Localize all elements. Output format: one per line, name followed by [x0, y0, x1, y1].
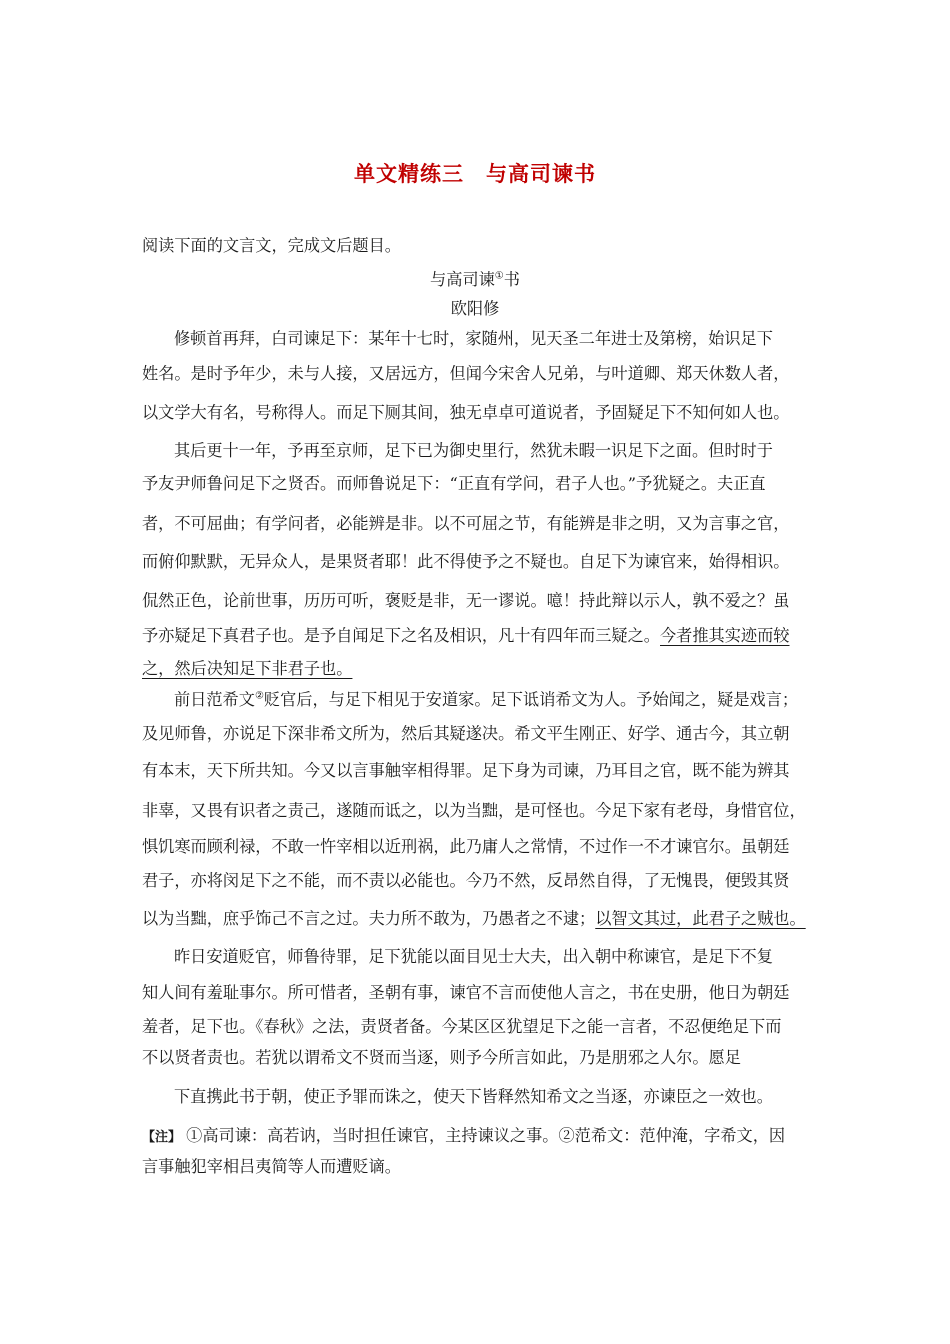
paragraph-line: 昨日安道贬官，师鲁待罪，足下犹能以面目见士大夫，出入朝中称谏官，是足下不复	[174, 947, 773, 966]
underlined-sentence: 今者推其实迹而较	[660, 626, 790, 645]
paragraph-text: 贬官后，与足下相见于安道家。足下诋诮希文为人。予始闻之，疑是戏言；	[263, 690, 799, 709]
paragraph-line	[174, 686, 824, 710]
text-title	[0, 266, 950, 290]
paragraph-text: 以为当黜，庶乎饰己不言之过。夫力所不敢为，乃愚者之不逮；	[142, 909, 596, 928]
paragraph-line: 而俯仰默默，无异众人，是果贤者耶！此不得使予之不疑也。自足下为谏官来，始得相识。	[142, 552, 790, 571]
footnote	[142, 1122, 822, 1146]
paragraph-line	[142, 655, 822, 679]
paragraph-text: 前日范希文	[174, 690, 255, 709]
note-text: ①高司谏：高若讷，当时担任谏官，主持谏议之事。②范希文：范仲淹，字希文，因	[186, 1126, 786, 1145]
paragraph-line: 知人间有羞耻事尔。所可惜者，圣朝有事，谏官不言而使他人言之，书在史册，他日为朝廷	[142, 983, 790, 1002]
paragraph-line	[142, 622, 822, 646]
paragraph-line: 君子，亦将闵足下之不能，而不责以必能也。今乃不然，反昂然自得，了无愧畏，便毁其贤	[142, 871, 790, 890]
paragraph-line: 以文学大有名，号称得人。而足下厕其间，独无卓卓可道说者，予固疑足下不知何如人也。	[142, 403, 790, 422]
paragraph-line: 予友尹师鲁问足下之贤否。而师鲁说足下：“正直有学问，君子人也。”予犹疑之。夫正直	[142, 474, 766, 493]
paragraph-line: 修顿首再拜，白司谏足下：某年十七时，家随州，见天圣二年进士及第榜，始识足下	[174, 329, 773, 348]
paragraph-line: 侃然正色，论前世事，历历可听，褒贬是非，无一谬说。噫！持此辩以示人，孰不爱之？虽	[142, 591, 790, 610]
underlined-sentence: 之，然后决知足下非君子也。	[142, 659, 353, 678]
paragraph-line: 不以贤者责也。若犹以谓希文不贤而当逐，则予今所言如此，乃是朋邪之人尔。愿足	[142, 1048, 741, 1067]
paragraph-line: 及见师鲁，亦说足下深非希文所为，然后其疑遂决。希文平生刚正、好学、通古今，其立朝	[142, 724, 790, 743]
instruction-text: 阅读下面的文言文，完成文后题目。	[142, 236, 401, 255]
paragraph-line: 者，不可屈曲；有学问者，必能辨是非。以不可屈之节，有能辨是非之明，又为言事之官，	[142, 514, 790, 533]
paragraph-line: 羞者，足下也。《春秋》之法，责贤者备。今某区区犹望足下之能一言者，不忍便绝足下而	[142, 1017, 782, 1036]
text-title-end: 书	[503, 270, 520, 289]
paragraph-line: 姓名。是时予年少，未与人接，又居远方，但闻今宋舍人兄弟，与叶道卿、郑天休数人者，	[142, 364, 790, 383]
underlined-sentence: 以智文其过，此君子之贼也。	[595, 909, 806, 928]
author-name: 欧阳修	[450, 299, 500, 318]
paragraph-line	[142, 905, 822, 929]
footnote-line: 言事触犯宰相吕夷简等人而遭贬谪。	[142, 1157, 401, 1176]
paragraph-text: 予亦疑足下真君子也。是予自闻足下之名及相识，凡十有四年而三疑之。	[142, 626, 660, 645]
text-title-main: 与高司谏	[430, 270, 495, 289]
page-title: 单文精练三 与高司谏书	[354, 162, 596, 186]
footnote-marker-2: ②	[254, 690, 264, 702]
paragraph-line: 有本末，天下所共知。今又以言事触宰相得罪。足下身为司谏，乃耳目之官，既不能为辨其	[142, 761, 790, 780]
paragraph-line: 下直携此书于朝，使正予罪而诛之，使天下皆释然知希文之当逐，亦谏臣之一效也。	[174, 1087, 773, 1106]
paragraph-line: 惧饥寒而顾利禄，不敢一忤宰相以近刑祸，此乃庸人之常情，不过作一不才谏官尔。虽朝廷	[142, 837, 790, 856]
paragraph-line: 非辜，又畏有识者之责己，遂随而诋之，以为当黜，是可怪也。今足下家有老母，身惜官位，	[142, 801, 806, 820]
footnote-marker-1: ①	[494, 270, 504, 282]
paragraph-line: 其后更十一年，予再至京师，足下已为御史里行，然犹未暇一识足下之面。但时时于	[174, 441, 773, 460]
note-tag: 【注】	[142, 1130, 182, 1145]
